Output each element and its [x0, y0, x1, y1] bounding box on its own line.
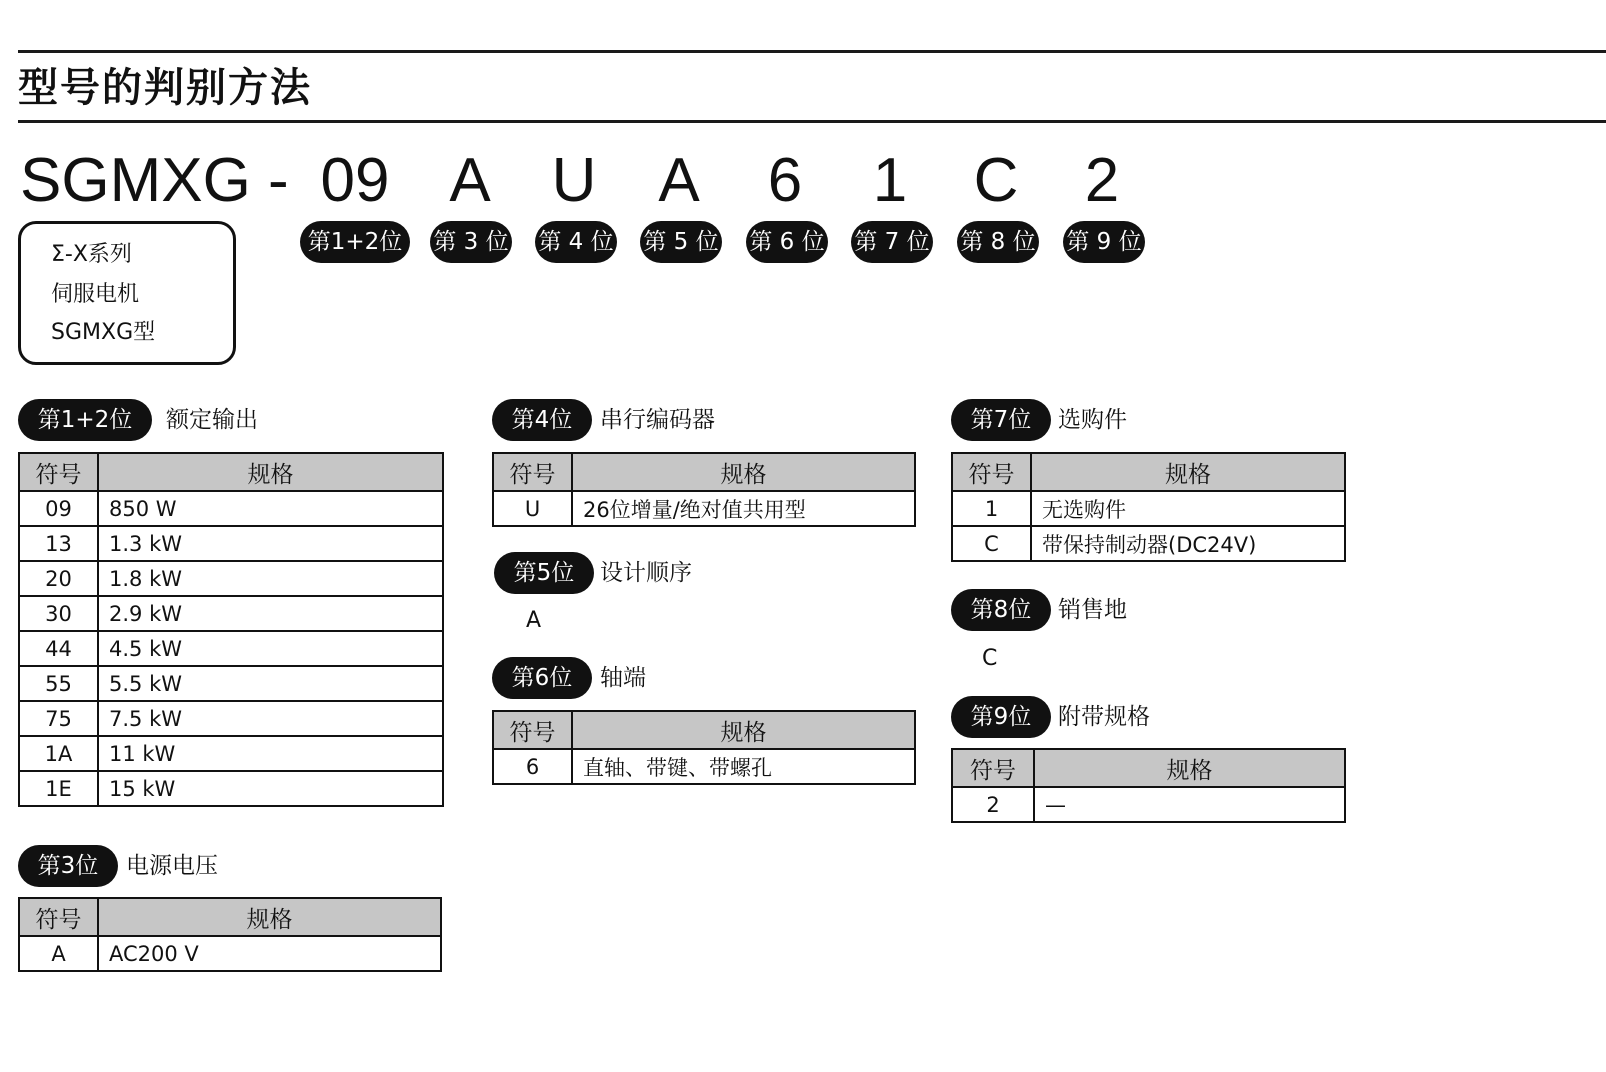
- section-label-rated-output: 额定输出: [166, 407, 258, 433]
- table-row: [493, 491, 915, 526]
- model-part-3: A: [449, 146, 491, 215]
- section-pill-3: 第3位: [18, 845, 118, 887]
- position-pill-3: 第 3 位: [430, 221, 512, 263]
- spec-cell: 7.5 kW: [98, 701, 443, 736]
- column-header-code: 符号: [952, 453, 1031, 491]
- spec-cell: 26位增量/绝对值共用型: [572, 491, 915, 526]
- model-part-4: U: [551, 146, 597, 215]
- position-pill-6: 第 6 位: [746, 221, 828, 263]
- code-cell: 13: [19, 526, 98, 561]
- table-row: [19, 666, 443, 701]
- table-row: [19, 491, 443, 526]
- spec-cell: 4.5 kW: [98, 631, 443, 666]
- additional-specs-table: [951, 748, 1346, 823]
- table-row: [19, 771, 443, 806]
- code-cell: 20: [19, 561, 98, 596]
- table-row: [952, 787, 1345, 822]
- encoder-table: [492, 452, 916, 527]
- section-pill-6: 第6位: [492, 657, 592, 699]
- column-header-code: 符号: [19, 453, 98, 491]
- position-pill-8: 第 8 位: [957, 221, 1039, 263]
- column-header-spec: 规格: [1031, 453, 1345, 491]
- code-cell: 30: [19, 596, 98, 631]
- section-pill-1-2: 第1+2位: [18, 399, 152, 441]
- section-label-voltage: 电源电压: [126, 853, 218, 879]
- column-header-spec: 规格: [572, 711, 915, 749]
- section-pill-8: 第8位: [951, 589, 1051, 631]
- code-cell: C: [952, 526, 1031, 561]
- section-label-options: 选购件: [1058, 407, 1127, 433]
- design-order-value: A: [526, 608, 542, 633]
- column-header-code: 符号: [493, 453, 572, 491]
- table-row: [19, 736, 443, 771]
- spec-cell: 1.3 kW: [98, 526, 443, 561]
- voltage-table: [18, 897, 442, 972]
- model-part-6: 6: [767, 146, 803, 215]
- shaft-end-table: [492, 710, 916, 785]
- table-row: [952, 491, 1345, 526]
- sales-region-value: C: [982, 646, 998, 671]
- title-rule-bottom: [18, 120, 1606, 123]
- code-cell: A: [19, 936, 98, 971]
- spec-cell: 1.8 kW: [98, 561, 443, 596]
- column-header-code: 符号: [952, 749, 1034, 787]
- section-label-additional-specs: 附带规格: [1058, 704, 1150, 730]
- table-row: [19, 631, 443, 666]
- spec-cell: 15 kW: [98, 771, 443, 806]
- table-row: [19, 561, 443, 596]
- title-rule-top: [18, 50, 1606, 53]
- spec-cell: 无选购件: [1031, 491, 1345, 526]
- series-box: [18, 221, 236, 365]
- column-header-spec: 规格: [98, 453, 443, 491]
- position-pill-5: 第 5 位: [640, 221, 722, 263]
- column-header-spec: 规格: [572, 453, 915, 491]
- position-pill-9: 第 9 位: [1063, 221, 1145, 263]
- table-row: [19, 596, 443, 631]
- column-header-code: 符号: [493, 711, 572, 749]
- table-row: [493, 749, 915, 784]
- model-prefix: SGMXG -: [20, 146, 289, 215]
- position-pill-4: 第 4 位: [535, 221, 617, 263]
- section-label-design-order: 设计顺序: [600, 560, 692, 586]
- code-cell: 75: [19, 701, 98, 736]
- rated-output-table: [18, 452, 444, 807]
- spec-cell: 5.5 kW: [98, 666, 443, 701]
- code-cell: 55: [19, 666, 98, 701]
- section-label-shaft-end: 轴端: [600, 665, 646, 691]
- table-row: [19, 701, 443, 736]
- code-cell: 6: [493, 749, 572, 784]
- options-table: [951, 452, 1346, 562]
- model-part-9: 2: [1084, 146, 1120, 215]
- model-part-1: 09: [320, 146, 390, 215]
- spec-cell: AC200 V: [98, 936, 441, 971]
- code-cell: 09: [19, 491, 98, 526]
- section-pill-7: 第7位: [951, 399, 1051, 441]
- spec-cell: 2.9 kW: [98, 596, 443, 631]
- product-type: 伺服电机: [51, 282, 140, 307]
- code-cell: 2: [952, 787, 1034, 822]
- model-part-8: C: [973, 146, 1019, 215]
- code-cell: 1: [952, 491, 1031, 526]
- spec-cell: —: [1034, 787, 1345, 822]
- spec-cell: 11 kW: [98, 736, 443, 771]
- model-part-7: 1: [872, 146, 908, 215]
- code-cell: 1A: [19, 736, 98, 771]
- column-header-code: 符号: [19, 898, 98, 936]
- code-cell: 1E: [19, 771, 98, 806]
- column-header-spec: 规格: [1034, 749, 1345, 787]
- series-name: Σ-X系列: [51, 242, 132, 267]
- model-part-5: A: [658, 146, 700, 215]
- model-type: SGMXG型: [51, 320, 156, 345]
- table-row: [952, 526, 1345, 561]
- section-label-sales-region: 销售地: [1058, 597, 1127, 623]
- spec-cell: 带保持制动器(DC24V): [1031, 526, 1345, 561]
- section-pill-4: 第4位: [492, 399, 592, 441]
- table-row: [19, 526, 443, 561]
- section-pill-5: 第5位: [494, 552, 594, 594]
- position-pill-1-2: 第1+2位: [300, 221, 410, 263]
- section-label-encoder: 串行编码器: [600, 407, 715, 433]
- position-pill-7: 第 7 位: [851, 221, 933, 263]
- section-pill-9: 第9位: [951, 696, 1051, 738]
- column-header-spec: 规格: [98, 898, 441, 936]
- table-row: [19, 936, 441, 971]
- spec-cell: 直轴、带键、带螺孔: [572, 749, 915, 784]
- spec-cell: 850 W: [98, 491, 443, 526]
- code-cell: U: [493, 491, 572, 526]
- code-cell: 44: [19, 631, 98, 666]
- page-title: 型号的判别方法: [18, 65, 312, 111]
